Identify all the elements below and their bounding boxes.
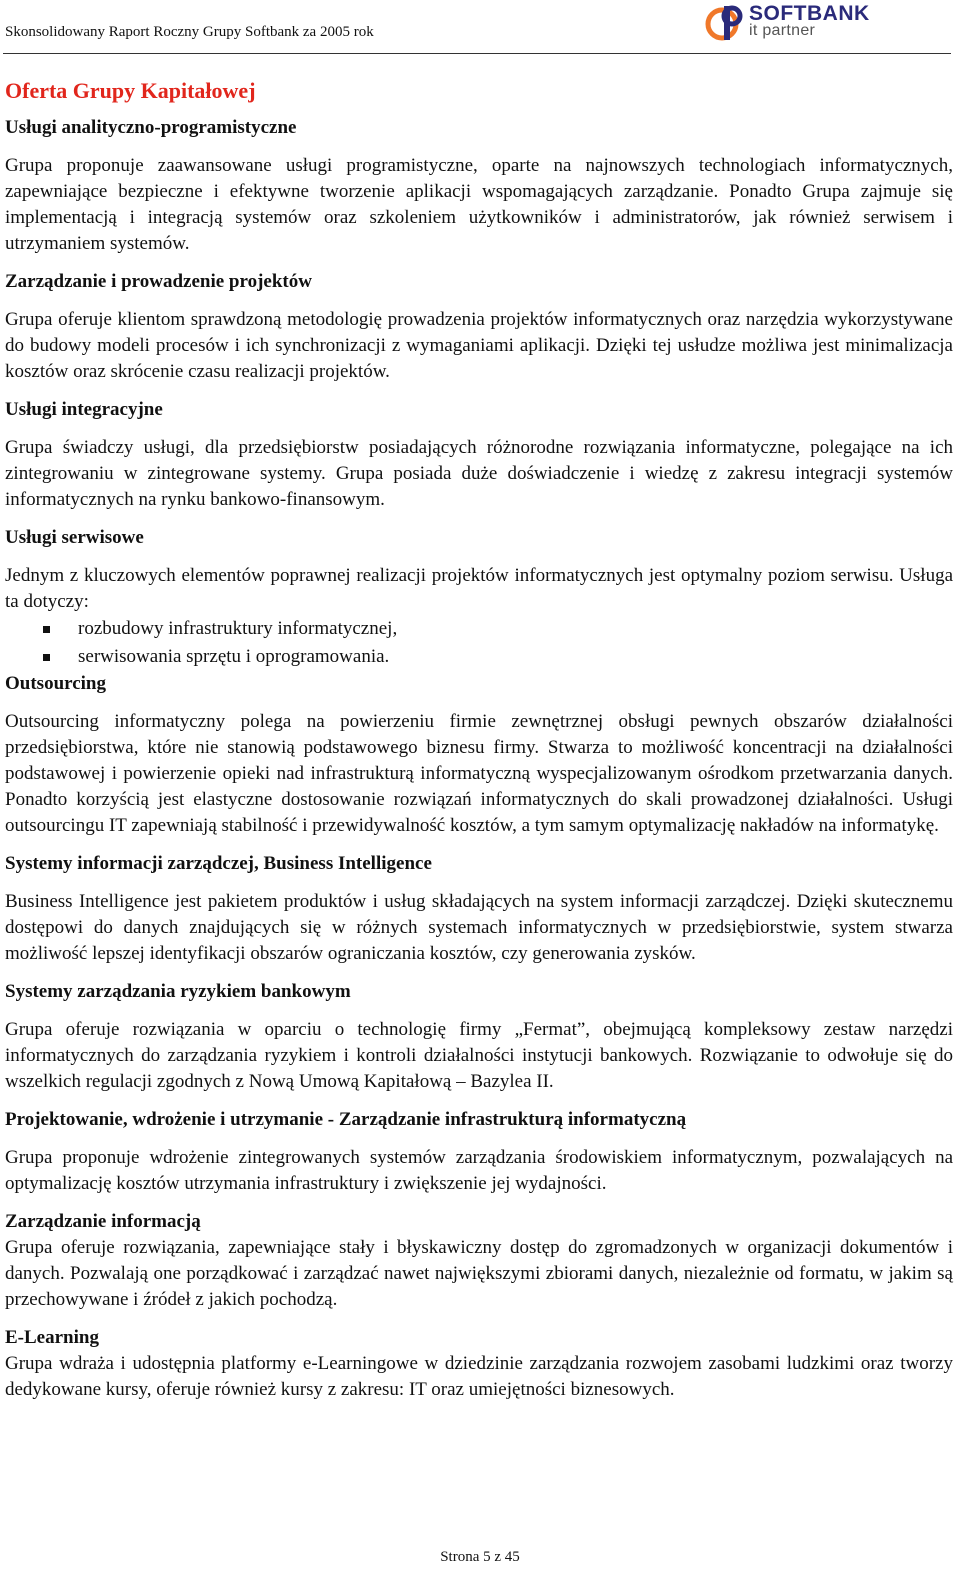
section-paragraph: Grupa świadczy usługi, dla przedsiębiorstw posiadających różnorodne rozwiązania informatyczne, polegające na ich zintegrowaniu w zintegrowane systemy. Grupa posiada duże doświadczenie i wiedzę z zakresu integracji systemów informatycznych na rynku bankowo-finansowym. (5, 437, 953, 510)
section-paragraph: Jednym z kluczowych elementów poprawnej realizacji projektów informatycznych jest optymalny poziom serwisu. Usługa ta dotyczy: (5, 565, 953, 612)
section-heading: E-Learning (5, 1327, 99, 1348)
section-heading: Projektowanie, wdrożenie i utrzymanie - Zarządzanie infrastrukturą informatyczną (5, 1109, 687, 1130)
section-paragraph: Grupa proponuje wdrożenie zintegrowanych systemów zarządzania środowiskiem informatycznym, pozwalających na optymalizację kosztów utrzymania infrastruktury i zwiększenie jej wydajności. (5, 1147, 953, 1194)
section-paragraph: Business Intelligence jest pakietem produktów i usług składających na system informacji zarządczej. Dzięki skutecznemu dostępowi do danych znajdujących się w różnych systemach informatycznych w przedsiębiorstwie, system stwarza możliwość lepszej identyfikacji obszarów ograniczania kosztów, czy generowania zysków. (5, 891, 953, 964)
section-paragraph: Grupa oferuje rozwiązania w oparciu o technologię firmy „Fermat”, obejmującą kompleksowy zestaw narzędzi informatycznych do zarządzania ryzykiem i kontroli działalności instytucji bankowych. Rozwiązanie to odwołuje się do wszelkich regulacji zgodnych z Nową Umową Kapitałową – Bazylea II. (5, 1019, 953, 1092)
list-item (5, 643, 953, 671)
page-title: Oferta Grupy Kapitałowej (5, 78, 256, 103)
section-heading: Zarządzanie i prowadzenie projektów (5, 271, 312, 292)
section-paragraph: Outsourcing informatyczny polega na powierzeniu firmie zewnętrznej obsługi pewnych obszarów działalności przedsiębiorstwa, które nie stanowią podstawowego biznesu firmy. Stwarza to możliwość koncentracji na działalności podstawowej i powierzenie opieki nad infrastrukturą informatyczną wyspecjalizowanym ośrodkom przetwarzania danych. Ponadto korzyścią jest elastyczne dostosowanie rozwiązań informatycznych do skali prowadzonej działalności. Usługi outsourcingu IT zapewniają stabilność i przewidywalność kosztów, a tym samym optymalizację nakładów na informatykę. (5, 711, 953, 836)
section-heading: Outsourcing (5, 673, 107, 694)
section-paragraph: Grupa proponuje zaawansowane usługi programistyczne, oparte na najnowszych technologiach informatycznych, zapewniające bezpieczne i efektywne tworzenie aplikacji wspomagających zarządzanie. Ponadto Grupa zajmuje się implementacją i integracją systemów oraz szkoleniem użytkowników i administratorów, jak również serwisem i utrzymaniem systemów. (5, 155, 953, 254)
list-item (5, 615, 953, 643)
header-divider (3, 53, 951, 54)
list-item-text: serwisowania sprzętu i oprogramowania. (78, 646, 390, 667)
page-content (5, 76, 953, 1403)
section-paragraph: Grupa wdraża i udostępnia platformy e-Learningowe w dziedzinie zarządzania rozwojem zasobami ludzkimi oraz tworzy dedykowane kursy, oferuje również kursy z zakresu: IT oraz umiejętności biznesowych. (5, 1353, 953, 1400)
softbank-logo-mark-icon (705, 2, 743, 44)
square-bullet-icon (43, 654, 50, 661)
section-paragraph: Grupa oferuje rozwiązania, zapewniające stały i błyskawiczny dostęp do zgromadzonych w organizacji dokumentów i danych. Pozwalają one porządkować i zarządzać nawet największymi zbiorami danych, niezależnie od formatu, w jakim są przechowywane i źródeł z jakich pochodzą. (5, 1237, 953, 1310)
section-paragraph: Grupa oferuje klientom sprawdzoną metodologię prowadzenia projektów informatycznych oraz narzędzia wykorzystywane do budowy modeli procesów i ich synchronizacji z wymaganiami aplikacji. Dzięki tej usłudze możliwa jest minimalizacja kosztów oraz skrócenie czasu realizacji projektów. (5, 309, 953, 382)
list-item-text: rozbudowy infrastruktury informatycznej, (78, 618, 398, 639)
page-number: Strona 5 z 45 (440, 1549, 520, 1565)
square-bullet-icon (43, 626, 50, 633)
softbank-logo (705, 2, 875, 46)
logo-tagline-text: it partner (749, 22, 816, 39)
bullet-list (5, 615, 953, 671)
section-heading: Usługi integracyjne (5, 399, 163, 420)
section-heading: Zarządzanie informacją (5, 1211, 201, 1232)
section-heading: Usługi analityczno-programistyczne (5, 117, 297, 138)
report-title: Skonsolidowany Raport Roczny Grupy Softbank za 2005 rok (5, 24, 374, 40)
section-heading: Systemy zarządzania ryzykiem bankowym (5, 981, 351, 1002)
section-heading: Systemy informacji zarządczej, Business Intelligence (5, 853, 432, 874)
logo-brand-text: SOFTBANK (749, 2, 870, 25)
section-heading: Usługi serwisowe (5, 527, 144, 548)
page-header (0, 0, 960, 56)
